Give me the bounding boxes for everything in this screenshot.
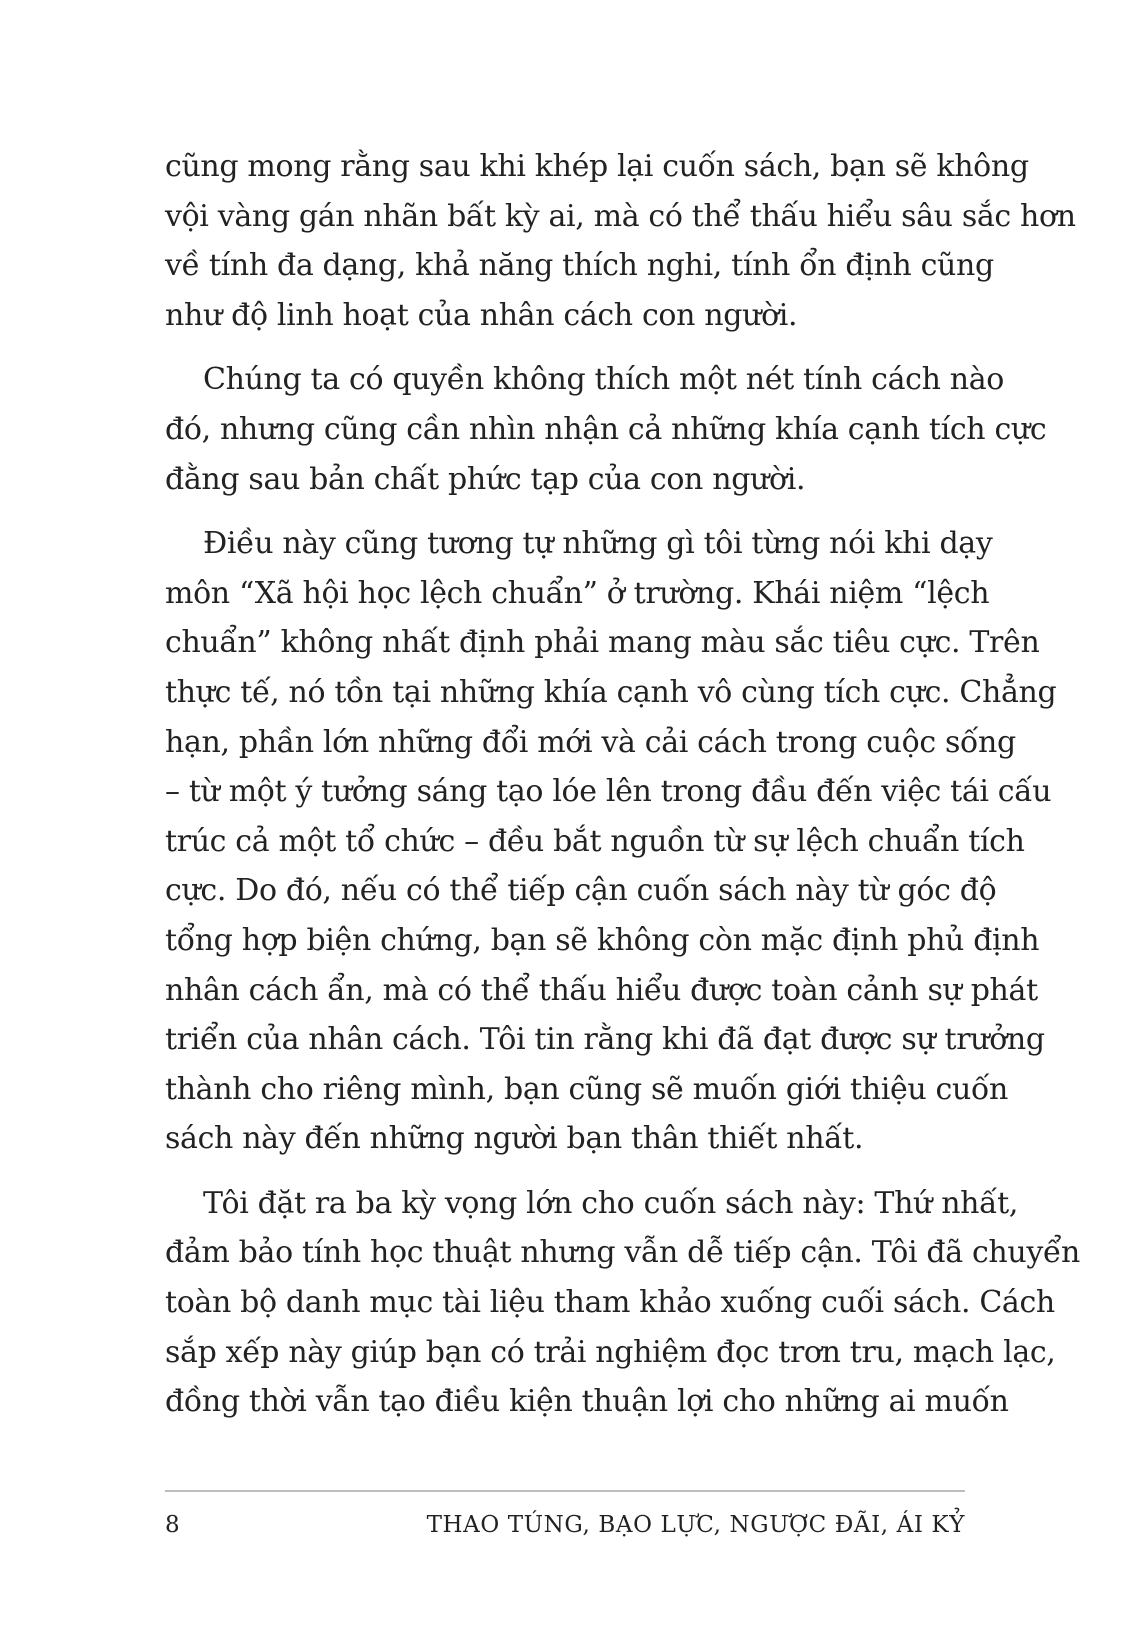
text-line: thành cho riêng mình, bạn cũng sẽ muốn giới thiệu cuốn [165,1071,1008,1107]
paragraph [165,355,1047,504]
text-line: chuẩn” không nhất định phải mang màu sắc tiêu cực. Trên [165,625,1040,661]
text-line: về tính đa dạng, khả năng thích nghi, tính ổn định cũng [165,248,994,284]
text-line: đảm bảo tính học thuật nhưng vẫn dễ tiếp cận. Tôi đã chuyển [165,1235,1081,1271]
text-line: sách này đến những người bạn thân thiết nhất. [165,1121,864,1157]
text-line: môn “Xã hội học lệch chuẩn” ở trường. Khái niệm “lệch [165,575,990,611]
footer-divider [165,1490,965,1492]
page-footer [165,1505,965,1545]
text-line: Tôi đặt ra ba kỳ vọng lớn cho cuốn sách này: Thứ nhất, [203,1185,1019,1221]
text-line: tổng hợp biện chứng, bạn sẽ không còn mặc định phủ định [165,922,1040,958]
text-line: hạn, phần lớn những đổi mới và cải cách trong cuộc sống [165,724,1016,760]
running-title: THAO TÚNG, BẠO LỰC, NGƯỢC ĐÃI, ÁI KỶ [426,1512,965,1538]
text-line: như độ linh hoạt của nhân cách con người. [165,297,798,333]
paragraph [165,142,1076,340]
text-line: đồng thời vẫn tạo điều kiện thuận lợi cho những ai muốn [165,1384,1009,1420]
text-line: trúc cả một tổ chức – đều bắt nguồn từ sự lệch chuẩn tích [165,823,1025,859]
text-line: sắp xếp này giúp bạn có trải nghiệm đọc trơn tru, mạch lạc, [165,1334,1056,1370]
text-line: thực tế, nó tồn tại những khía cạnh vô cùng tích cực. Chẳng [165,674,1057,710]
text-line: đằng sau bản chất phức tạp của con người. [165,461,806,497]
text-line: cực. Do đó, nếu có thể tiếp cận cuốn sách này từ góc độ [165,873,997,909]
text-line: – từ một ý tưởng sáng tạo lóe lên trong đầu đến việc tái cấu [165,774,1052,810]
text-line: Điều này cũng tương tự những gì tôi từng nói khi dạy [203,526,993,562]
page-number: 8 [165,1512,180,1538]
paragraph [165,1179,1081,1427]
text-line: toàn bộ danh mục tài liệu tham khảo xuống cuối sách. Cách [165,1285,1055,1321]
body-text [165,142,1081,1427]
text-line: đó, nhưng cũng cần nhìn nhận cả những khía cạnh tích cực [165,411,1047,447]
text-line: Chúng ta có quyền không thích một nét tính cách nào [203,362,1004,398]
paragraph [165,519,1057,1164]
text-line: vội vàng gán nhãn bất kỳ ai, mà có thể thấu hiểu sâu sắc hơn [165,198,1076,234]
text-line: triển của nhân cách. Tôi tin rằng khi đã đạt được sự trưởng [165,1022,1045,1058]
text-line: cũng mong rằng sau khi khép lại cuốn sách, bạn sẽ không [165,149,1029,184]
text-line: nhân cách ẩn, mà có thể thấu hiểu được toàn cảnh sự phát [165,972,1038,1008]
